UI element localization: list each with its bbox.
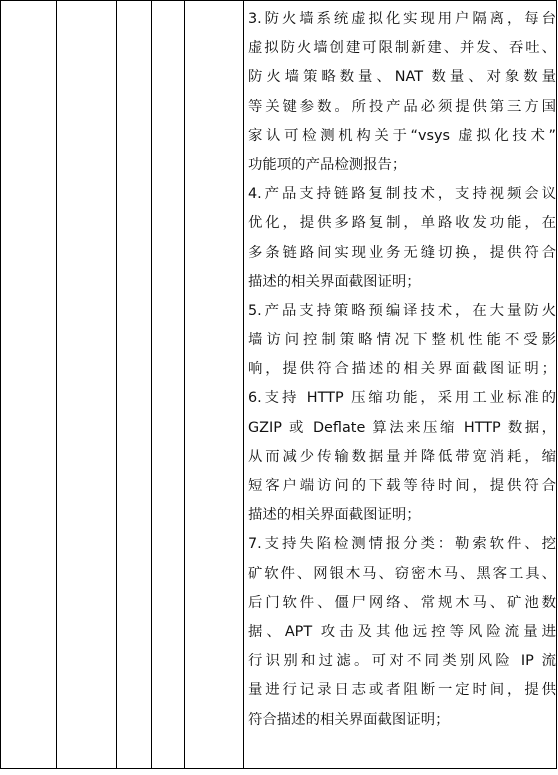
text-line: 家认可检测机构关于“vsys 虚拟化技术” [248,127,556,144]
table-right-border [556,1,557,768]
text-line: 6.支持 HTTP 压缩功能，采用工业标准的 [248,390,556,407]
text-line: 描述的相关界面截图证明； [248,507,421,524]
column-divider [56,1,57,768]
text-line: 功能项的产品检测报告； [248,156,407,173]
requirements-cell [248,5,556,735]
column-divider [116,1,117,768]
text-line: GZIP 或 Deflate 算法来压缩 HTTP 数据， [248,419,556,436]
text-line: 优化，提供多路复制，单路收发功能，在 [248,215,556,232]
text-line: 短客户端访问的下载等待时间，提供符合 [248,478,556,494]
column-divider [151,1,152,768]
text-line: 4.产品支持链路复制技术，支持视频会议 [248,186,556,203]
text-line: 3.防火墙系统虚拟化实现用户隔离，每台 [248,11,556,27]
column-divider [184,1,185,768]
text-line: 5.产品支持策略预编译技术，在大量防火 [248,302,556,319]
text-line: 等关键参数。所投产品必须提供第三方国 [248,98,556,115]
text-line: 量进行记录日志或者阻断一定时间，提供 [248,682,556,699]
text-line: 虚拟防火墙创建可限制新建、并发、吞吐、 [248,40,556,57]
text-line: 7.支持失陷检测情报分类：勒索软件、挖 [248,536,556,553]
text-line: 防火墙策略数量、NAT 数量、对象数量 [248,69,556,86]
text-line: 据、APT 攻击及其他远控等风险流量进 [248,623,556,640]
text-line: 从而减少传输数据量并降低带宽消耗，缩 [248,448,556,465]
text-line: 符合描述的相关界面截图证明； [248,711,450,728]
text-line: 后门软件、僵尸网络、常规木马、矿池数 [248,594,556,611]
text-line: 描述的相关界面截图证明； [248,273,421,290]
text-line: 响，提供符合描述的相关界面截图证明； [248,361,556,378]
column-divider [243,1,244,768]
text-line: 多条链路间实现业务无缝切换，提供符合 [248,244,556,261]
text-line: 矿软件、网银木马、窃密木马、黑客工具、 [248,565,556,582]
text-line: 行识别和过滤。可对不同类别风险 IP 流 [248,653,556,670]
text-line: 墙访问控制策略情况下整机性能不受影 [248,332,556,349]
